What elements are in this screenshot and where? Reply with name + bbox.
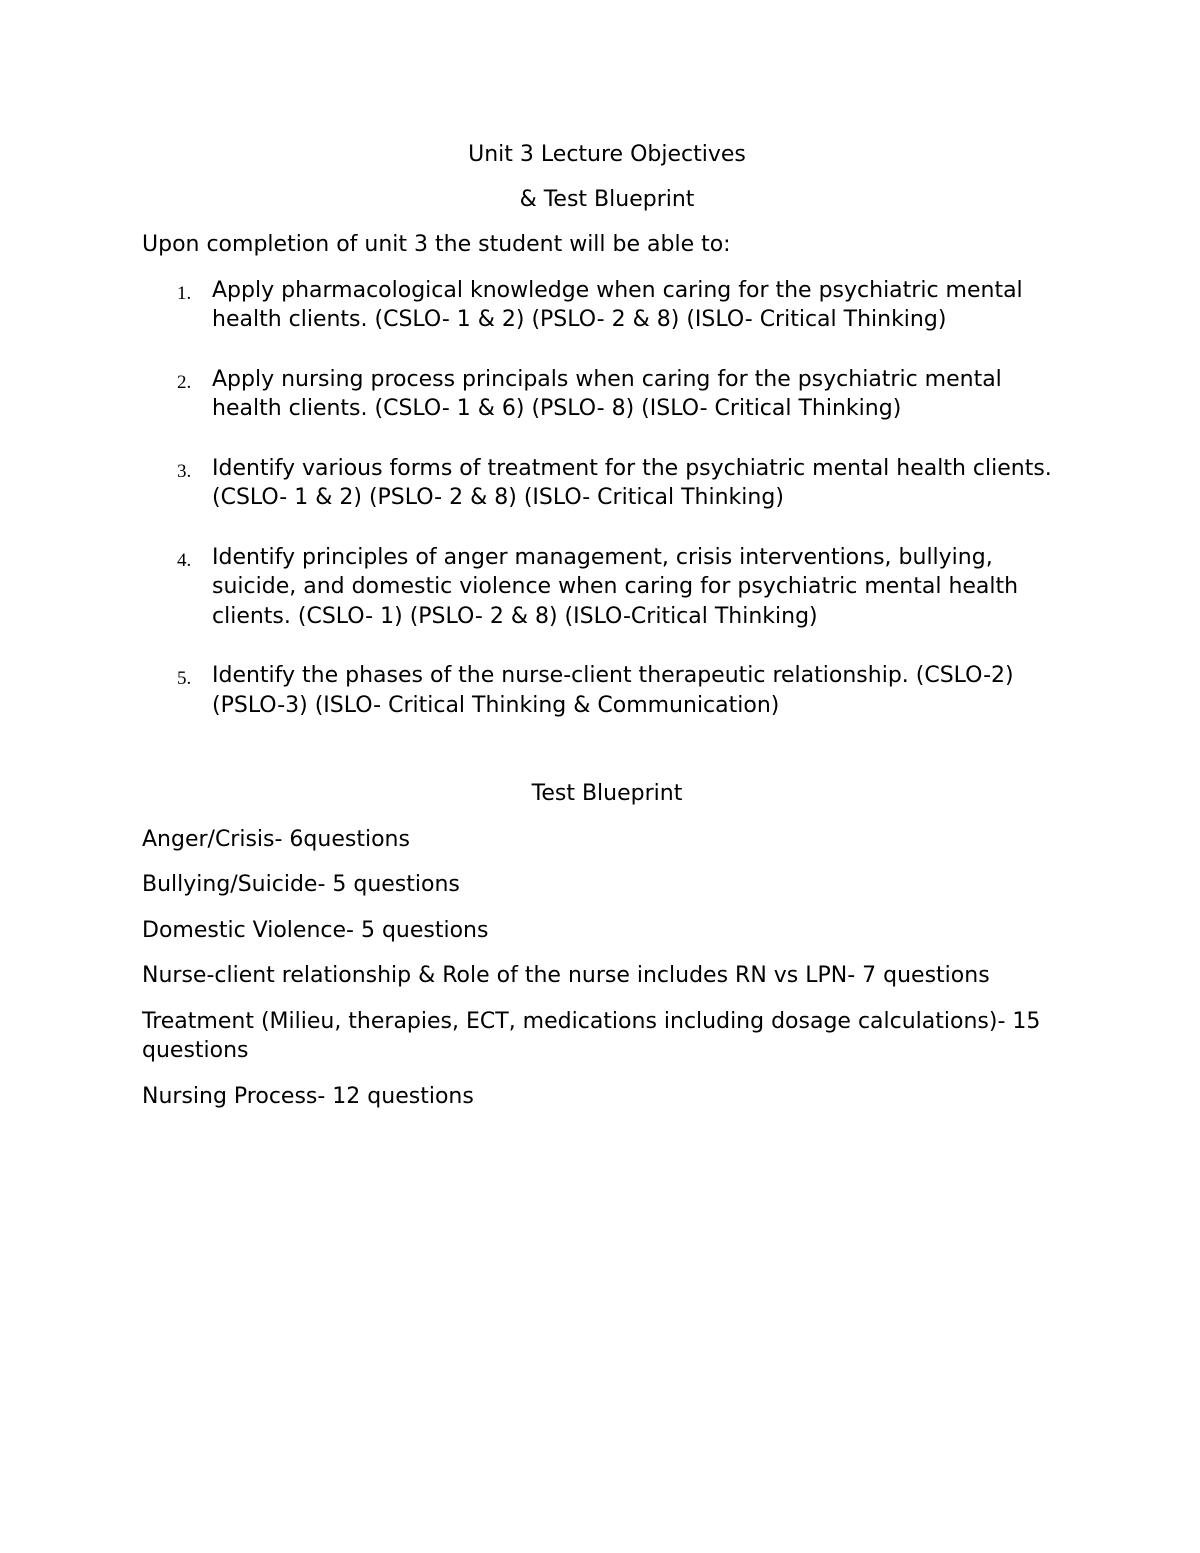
- objectives-list: [142, 276, 1072, 721]
- objective-number: 4.: [177, 549, 192, 571]
- objective-number: 3.: [177, 460, 192, 482]
- objective-text: Identify various forms of treatment for the psychiatric mental health clients. (CSLO- 1 & 2) (PSLO- 2 & 8) (ISLO- Critical Thinking): [212, 455, 1052, 510]
- objective-text: Identify principles of anger management, crisis interventions, bullying, suicide, and domestic violence when caring for psychiatric mental health clients. (CSLO- 1) (PSLO- 2 & 8) (ISLO-Critical Thinking): [212, 544, 1019, 629]
- intro-text: Upon completion of unit 3 the student will be able to:: [142, 232, 731, 257]
- blueprint-item: Treatment (Milieu, therapies, ECT, medications including dosage calculations)- 15 questions: [142, 1008, 1041, 1063]
- blueprint-item: Nursing Process- 12 questions: [142, 1083, 474, 1109]
- objective-text: Apply nursing process principals when caring for the psychiatric mental health clients. (CSLO- 1 & 6) (PSLO- 8) (ISLO- Critical Thinking): [212, 366, 1002, 421]
- document-title: Unit 3 Lecture Objectives: [468, 142, 746, 167]
- objective-text: Identify the phases of the nurse-client therapeutic relationship. (CSLO-2) (PSLO-3) (ISLO- Critical Thinking & Communication): [212, 663, 1014, 718]
- objective-item: [142, 276, 1072, 335]
- blueprint-item: Domestic Violence- 5 questions: [142, 917, 489, 943]
- blueprint-list: [142, 825, 1072, 1112]
- objective-item: [142, 543, 1072, 632]
- objective-number: 1.: [177, 282, 192, 304]
- blueprint-item: Nurse-client relationship & Role of the nurse includes RN vs LPN- 7 questions: [142, 963, 990, 988]
- objective-text: Apply pharmacological knowledge when caring for the psychiatric mental health clients. (CSLO- 1 & 2) (PSLO- 2 & 8) (ISLO- Critical Thinking): [212, 277, 1023, 332]
- objective-item: [142, 365, 1072, 424]
- objective-number: 5.: [177, 668, 192, 689]
- objective-item: [142, 661, 1072, 720]
- objective-item: [142, 454, 1072, 513]
- blueprint-item: Bullying/Suicide- 5 questions: [142, 872, 460, 897]
- objective-number: 2.: [177, 371, 192, 393]
- blueprint-item: Anger/Crisis- 6questions: [142, 826, 410, 852]
- blueprint-heading: Test Blueprint: [531, 781, 683, 806]
- document-subtitle: & Test Blueprint: [519, 186, 695, 212]
- document-body: [142, 140, 1072, 1111]
